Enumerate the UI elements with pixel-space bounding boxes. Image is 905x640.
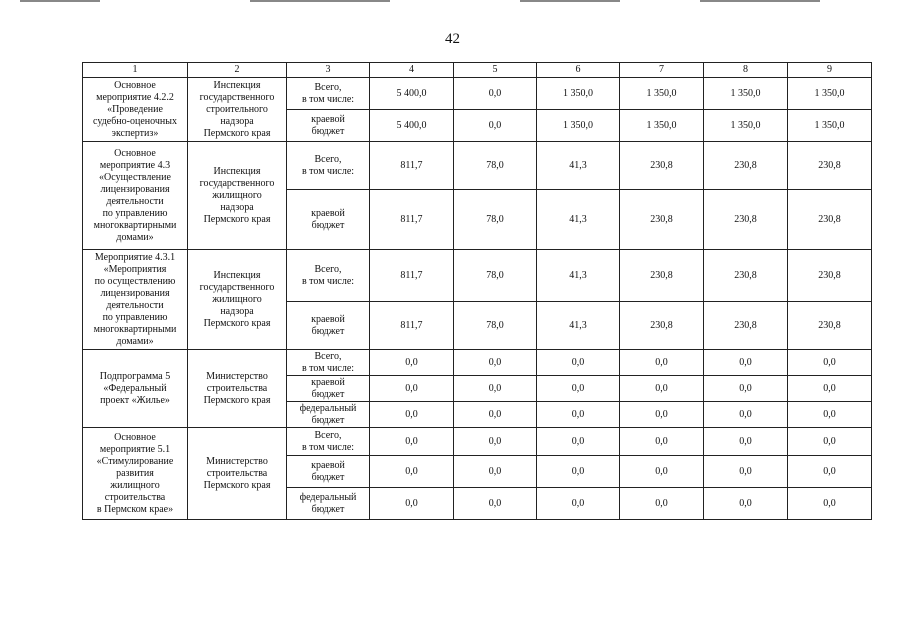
amount-cell: 230,8 xyxy=(788,250,872,302)
event-name-line: Мероприятие 4.3.1 xyxy=(94,251,176,263)
event-name-line: экспертиз» xyxy=(111,127,159,139)
amount-cell: 78,0 xyxy=(454,142,537,190)
executor-line: жилищного xyxy=(212,293,262,305)
executor-cell xyxy=(188,142,287,250)
amount-cell: 1 350,0 xyxy=(620,78,704,110)
funding-source-cell xyxy=(287,142,370,190)
amount-cell: 5 400,0 xyxy=(370,110,454,142)
amount-cell: 41,3 xyxy=(537,302,620,350)
executor-line: Министерство xyxy=(206,370,268,382)
amount-cell: 0,0 xyxy=(454,488,537,520)
executor-line: Пермского края xyxy=(203,317,271,329)
column-number-cell: 6 xyxy=(537,63,620,78)
amount-cell: 230,8 xyxy=(788,142,872,190)
amount-cell: 1 350,0 xyxy=(788,78,872,110)
amount-cell: 0,0 xyxy=(620,428,704,456)
table-body xyxy=(83,63,872,520)
funding-source-cell xyxy=(287,190,370,250)
event-name-line: Основное xyxy=(114,79,156,91)
funding-source-cell xyxy=(287,488,370,520)
amount-cell: 0,0 xyxy=(370,456,454,488)
column-number-cell: 1 xyxy=(83,63,188,78)
funding-source-line: в том числе: xyxy=(301,275,355,287)
event-name-line: мероприятие 4.3 xyxy=(99,159,171,171)
funding-source-line: Всего, xyxy=(314,263,342,275)
funding-source-line: краевой xyxy=(311,313,345,325)
event-name-line: «Федеральный xyxy=(103,382,167,394)
executor-line: государственного xyxy=(199,177,275,189)
executor-line: Инспекция xyxy=(213,269,261,281)
amount-cell: 811,7 xyxy=(370,190,454,250)
event-name-line: по управлению xyxy=(102,311,168,323)
funding-source-line: бюджет xyxy=(311,471,345,483)
event-name-line: судебно-оценочных xyxy=(93,115,177,127)
funding-source-line: краевой xyxy=(311,459,345,471)
amount-cell: 230,8 xyxy=(704,302,788,350)
executor-line: Министерство xyxy=(206,455,268,467)
event-name-line: Основное xyxy=(114,147,156,159)
executor-cell xyxy=(188,428,287,520)
funding-source-cell xyxy=(287,456,370,488)
amount-cell: 0,0 xyxy=(704,402,788,428)
amount-cell: 1 350,0 xyxy=(537,78,620,110)
amount-cell: 0,0 xyxy=(537,402,620,428)
amount-cell: 0,0 xyxy=(704,376,788,402)
executor-line: надзора xyxy=(220,115,254,127)
amount-cell: 0,0 xyxy=(704,350,788,376)
amount-cell: 0,0 xyxy=(620,402,704,428)
funding-source-line: Всего, xyxy=(314,153,342,165)
funding-source-cell xyxy=(287,302,370,350)
amount-cell: 0,0 xyxy=(370,402,454,428)
event-name-line: проект «Жилье» xyxy=(100,394,170,406)
event-name-line: в Пермском крае» xyxy=(96,503,174,515)
amount-cell: 0,0 xyxy=(537,428,620,456)
event-name-line: домами» xyxy=(116,335,154,347)
funding-source-cell xyxy=(287,78,370,110)
amount-cell: 230,8 xyxy=(704,190,788,250)
event-name-line: лицензирования xyxy=(100,287,170,299)
amount-cell: 5 400,0 xyxy=(370,78,454,110)
executor-line: Пермского края xyxy=(203,127,271,139)
executor-line: Пермского края xyxy=(203,479,271,491)
executor-line: жилищного xyxy=(212,189,262,201)
funding-source-line: краевой xyxy=(311,207,345,219)
event-name-line: многоквартирными xyxy=(93,323,177,335)
amount-cell: 1 350,0 xyxy=(704,110,788,142)
amount-cell: 41,3 xyxy=(537,190,620,250)
funding-source-line: федеральный xyxy=(299,402,357,414)
amount-cell: 0,0 xyxy=(537,376,620,402)
amount-cell: 1 350,0 xyxy=(537,110,620,142)
executor-line: строительства xyxy=(206,467,268,479)
amount-cell: 0,0 xyxy=(788,350,872,376)
executor-line: строительства xyxy=(206,382,268,394)
event-name-cell xyxy=(83,250,188,350)
amount-cell: 230,8 xyxy=(620,302,704,350)
event-name-line: по осуществлению xyxy=(94,275,176,287)
funding-source-cell xyxy=(287,376,370,402)
amount-cell: 230,8 xyxy=(620,190,704,250)
amount-cell: 811,7 xyxy=(370,302,454,350)
table-row xyxy=(83,428,872,456)
event-name-line: по управлению xyxy=(102,207,168,219)
event-name-line: мероприятие 4.2.2 xyxy=(96,91,174,103)
executor-line: надзора xyxy=(220,201,254,213)
amount-cell: 811,7 xyxy=(370,142,454,190)
scan-edge-line xyxy=(250,0,390,2)
amount-cell: 230,8 xyxy=(788,302,872,350)
event-name-cell xyxy=(83,78,188,142)
column-number-cell: 7 xyxy=(620,63,704,78)
funding-source-cell xyxy=(287,402,370,428)
event-name-line: «Проведение xyxy=(107,103,163,115)
amount-cell: 0,0 xyxy=(537,488,620,520)
event-name-line: мероприятие 5.1 xyxy=(99,443,171,455)
executor-line: государственного xyxy=(199,91,275,103)
event-name-cell xyxy=(83,142,188,250)
amount-cell: 0,0 xyxy=(788,402,872,428)
budget-table xyxy=(82,62,872,520)
event-name-line: Основное xyxy=(114,431,156,443)
funding-source-line: в том числе: xyxy=(301,165,355,177)
amount-cell: 41,3 xyxy=(537,142,620,190)
scan-edge-line xyxy=(20,0,100,2)
event-name-line: Подпрограмма 5 xyxy=(99,370,171,382)
amount-cell: 0,0 xyxy=(370,428,454,456)
funding-source-line: Всего, xyxy=(314,350,342,362)
table-row xyxy=(83,78,872,110)
event-name-line: деятельности xyxy=(106,195,164,207)
amount-cell: 230,8 xyxy=(788,190,872,250)
funding-source-line: бюджет xyxy=(311,125,345,137)
column-number-cell: 8 xyxy=(704,63,788,78)
amount-cell: 0,0 xyxy=(704,456,788,488)
page-number: 42 xyxy=(445,31,460,47)
amount-cell: 0,0 xyxy=(704,428,788,456)
amount-cell: 0,0 xyxy=(788,456,872,488)
event-name-line: строительства xyxy=(104,491,166,503)
funding-source-line: в том числе: xyxy=(301,93,355,105)
executor-line: Инспекция xyxy=(213,79,261,91)
amount-cell: 0,0 xyxy=(454,428,537,456)
funding-source-line: бюджет xyxy=(311,219,345,231)
amount-cell: 0,0 xyxy=(454,376,537,402)
scan-edge-line xyxy=(700,0,820,2)
funding-source-cell xyxy=(287,350,370,376)
amount-cell: 0,0 xyxy=(454,456,537,488)
amount-cell: 0,0 xyxy=(370,350,454,376)
funding-source-line: Всего, xyxy=(314,81,342,93)
amount-cell: 0,0 xyxy=(620,488,704,520)
amount-cell: 0,0 xyxy=(454,402,537,428)
amount-cell: 230,8 xyxy=(704,142,788,190)
amount-cell: 1 350,0 xyxy=(704,78,788,110)
amount-cell: 78,0 xyxy=(454,190,537,250)
funding-source-cell xyxy=(287,250,370,302)
executor-line: строительного xyxy=(206,103,268,115)
amount-cell: 78,0 xyxy=(454,302,537,350)
amount-cell: 0,0 xyxy=(620,456,704,488)
amount-cell: 0,0 xyxy=(620,376,704,402)
amount-cell: 0,0 xyxy=(370,376,454,402)
table-row xyxy=(83,350,872,376)
executor-line: Пермского края xyxy=(203,394,271,406)
table-row xyxy=(83,142,872,190)
funding-source-cell xyxy=(287,428,370,456)
funding-source-line: в том числе: xyxy=(301,441,355,453)
funding-source-line: бюджет xyxy=(311,388,345,400)
event-name-line: многоквартирными xyxy=(93,219,177,231)
funding-source-line: бюджет xyxy=(311,503,345,515)
event-name-line: развития xyxy=(116,467,154,479)
event-name-line: домами» xyxy=(116,231,154,243)
amount-cell: 0,0 xyxy=(454,350,537,376)
amount-cell: 41,3 xyxy=(537,250,620,302)
amount-cell: 230,8 xyxy=(620,142,704,190)
amount-cell: 0,0 xyxy=(537,350,620,376)
column-number-cell: 3 xyxy=(287,63,370,78)
executor-cell xyxy=(188,350,287,428)
column-number-cell: 4 xyxy=(370,63,454,78)
column-number-cell: 5 xyxy=(454,63,537,78)
amount-cell: 1 350,0 xyxy=(620,110,704,142)
event-name-cell xyxy=(83,350,188,428)
amount-cell: 0,0 xyxy=(537,456,620,488)
amount-cell: 78,0 xyxy=(454,250,537,302)
amount-cell: 1 350,0 xyxy=(788,110,872,142)
scan-edge-line xyxy=(520,0,620,2)
event-name-line: лицензирования xyxy=(100,183,170,195)
funding-source-line: федеральный xyxy=(299,491,357,503)
amount-cell: 0,0 xyxy=(370,488,454,520)
header-row xyxy=(83,63,872,78)
executor-line: государственного xyxy=(199,281,275,293)
funding-source-line: краевой xyxy=(311,376,345,388)
executor-line: надзора xyxy=(220,305,254,317)
event-name-line: «Осуществление xyxy=(99,171,171,183)
event-name-line: «Мероприятия xyxy=(103,263,167,275)
executor-line: Пермского края xyxy=(203,213,271,225)
amount-cell: 0,0 xyxy=(620,350,704,376)
event-name-line: жилищного xyxy=(110,479,160,491)
column-number-cell: 9 xyxy=(788,63,872,78)
amount-cell: 230,8 xyxy=(704,250,788,302)
amount-cell: 230,8 xyxy=(620,250,704,302)
event-name-line: «Стимулирование xyxy=(96,455,174,467)
executor-cell xyxy=(188,250,287,350)
amount-cell: 0,0 xyxy=(454,78,537,110)
executor-cell xyxy=(188,78,287,142)
funding-source-line: в том числе: xyxy=(301,362,355,374)
table-row xyxy=(83,250,872,302)
funding-source-line: бюджет xyxy=(311,414,345,426)
funding-source-line: краевой xyxy=(311,113,345,125)
funding-source-cell xyxy=(287,110,370,142)
amount-cell: 0,0 xyxy=(704,488,788,520)
event-name-line: деятельности xyxy=(106,299,164,311)
amount-cell: 0,0 xyxy=(788,428,872,456)
column-number-cell: 2 xyxy=(188,63,287,78)
amount-cell: 0,0 xyxy=(454,110,537,142)
funding-source-line: бюджет xyxy=(311,325,345,337)
executor-line: Инспекция xyxy=(213,165,261,177)
event-name-cell xyxy=(83,428,188,520)
amount-cell: 811,7 xyxy=(370,250,454,302)
funding-source-line: Всего, xyxy=(314,429,342,441)
amount-cell: 0,0 xyxy=(788,488,872,520)
amount-cell: 0,0 xyxy=(788,376,872,402)
